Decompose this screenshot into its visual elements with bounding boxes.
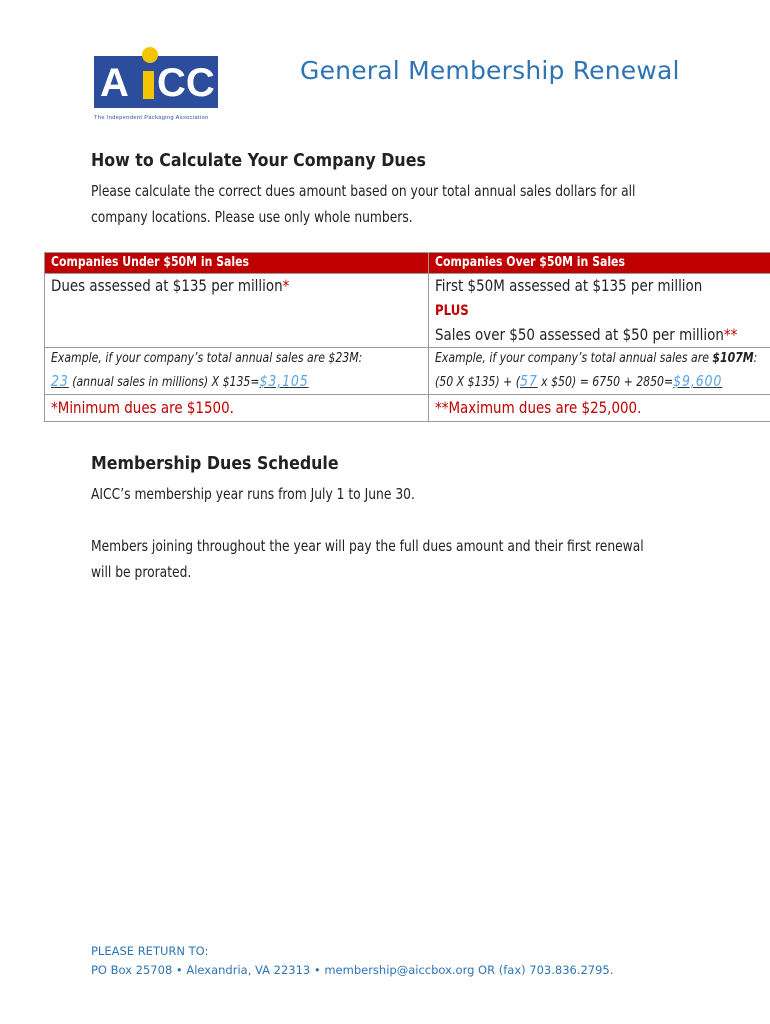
- max-dues-cell: **Maximum dues are $25,000.: [428, 395, 770, 422]
- footer-label: PLEASE RETURN TO:: [91, 944, 209, 958]
- filled-dues-value: $3,105: [259, 372, 309, 390]
- page-title: General Membership Renewal: [300, 56, 680, 85]
- col1-header: Companies Under $50M in Sales: [45, 253, 429, 274]
- col1-main-cell: Dues assessed at $135 per million*: [45, 274, 429, 348]
- filled-excess-value: 57: [519, 372, 538, 390]
- schedule-line1: AICC’s membership year runs from July 1 to June 30.: [91, 485, 415, 503]
- filled-total-value: $9,600: [672, 372, 722, 390]
- aicc-logo: [94, 46, 224, 122]
- schedule-heading: Membership Dues Schedule: [91, 453, 339, 474]
- logo-letters: A: [100, 61, 129, 105]
- filled-sales-value: 23: [51, 372, 69, 390]
- col2-header: Companies Over $50M in Sales: [428, 253, 770, 274]
- footer-address: PO Box 25708 • Alexandria, VA 22313 • membership@aiccbox.org OR (fax) 703.836.2795.: [91, 963, 614, 977]
- schedule-line2: Members joining throughout the year will pay the full dues amount and their first renewal will be prorated.: [91, 537, 644, 581]
- calc-heading: How to Calculate Your Company Dues: [91, 150, 426, 171]
- logo-tagline: The Independent Packaging Association: [94, 115, 209, 121]
- calc-intro: Please calculate the correct dues amount based on your total annual sales dollars for all company locations. Please use only whole numbers.: [91, 182, 636, 226]
- dues-table: [44, 252, 770, 422]
- col1-example-cell: Example, if your company’s total annual sales are $23M: 23 (annual sales in millions) X $135=$3,105: [45, 348, 429, 395]
- svg-text:CC: CC: [157, 61, 215, 105]
- min-dues-cell: *Minimum dues are $1500.: [45, 395, 429, 422]
- footer: [91, 942, 613, 980]
- col2-example-cell: Example, if your company’s total annual sales are $107M: (50 X $135) + (57 x $50) = 6750 + 2850=$9,600: [428, 348, 770, 395]
- col2-main-cell: First $50M assessed at $135 per million PLUS Sales over $50 assessed at $50 per million**: [428, 274, 770, 348]
